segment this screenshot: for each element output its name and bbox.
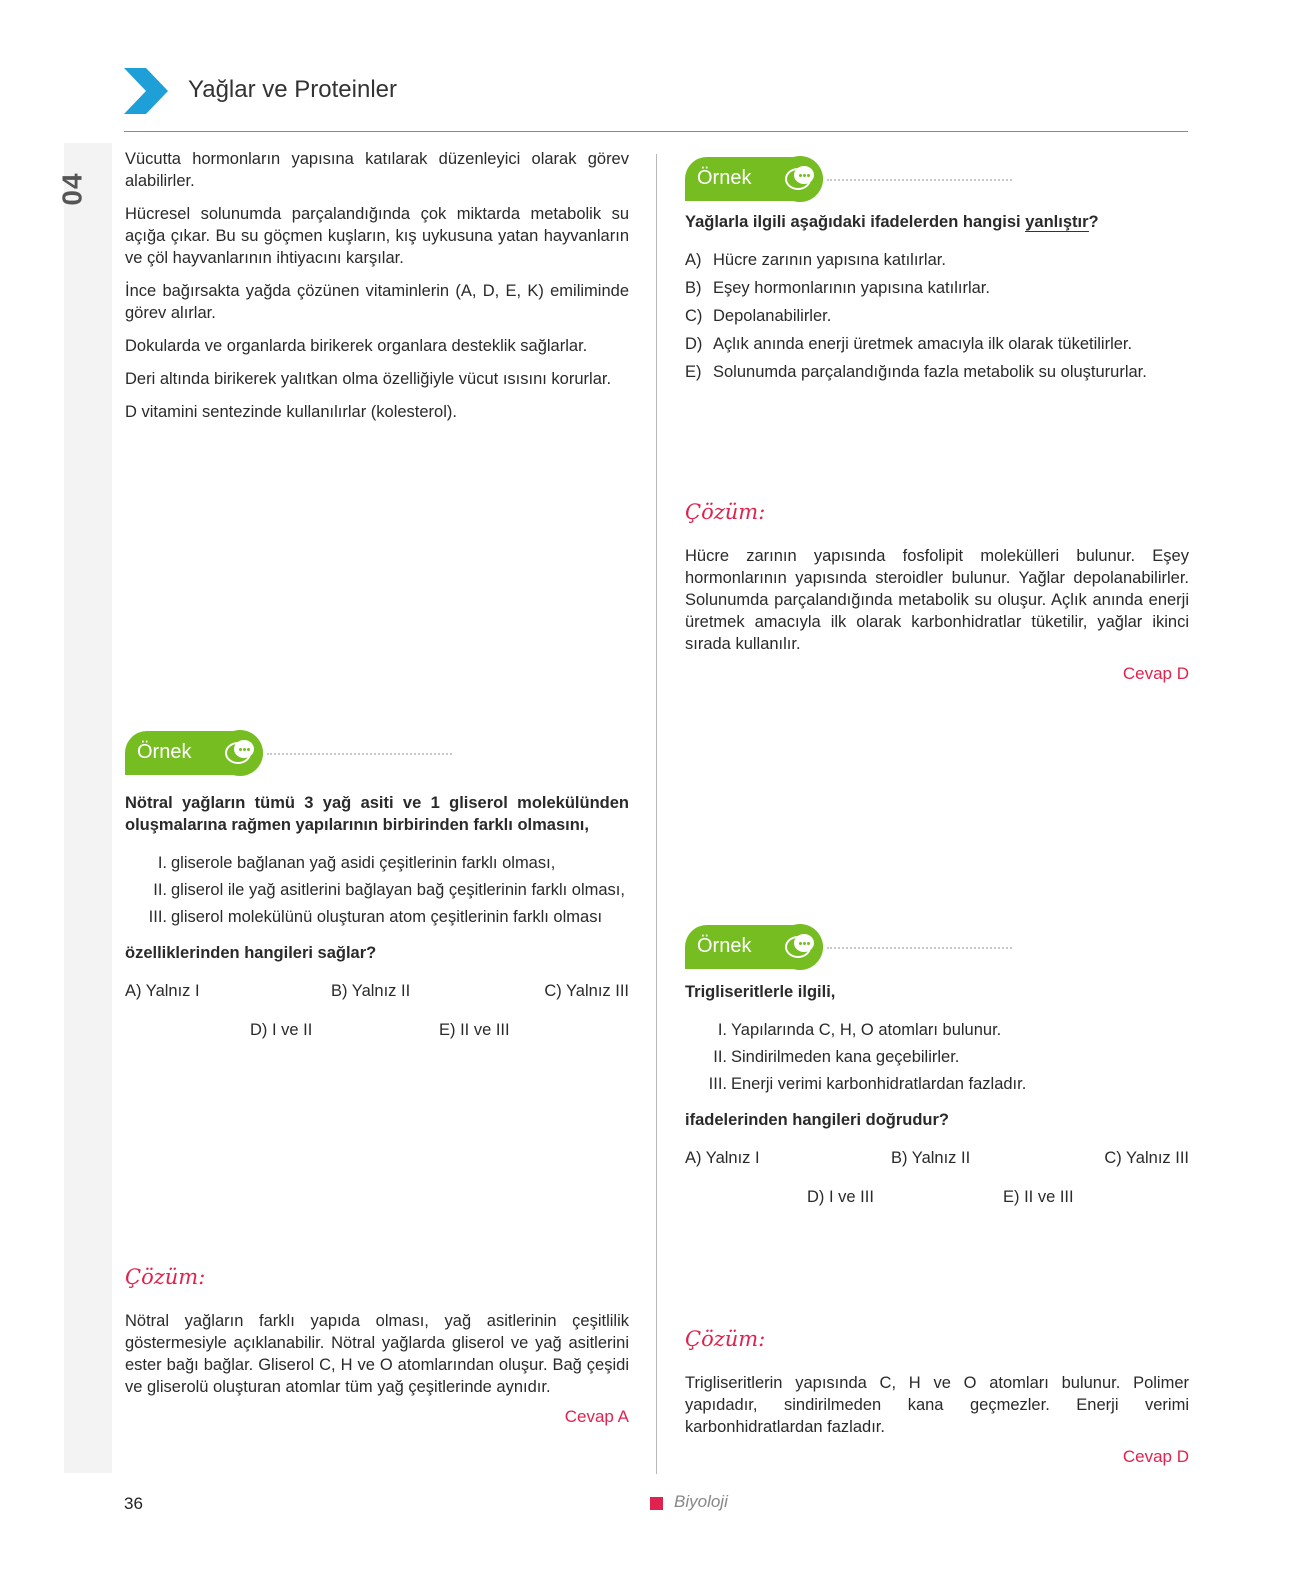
question-stem: Nötral yağların tümü 3 yağ asiti ve 1 gliserol molekülünden oluşmalarına rağmen yapılarının birbirinden farklı olmasını, [125, 794, 629, 834]
cozum-label: Çözüm: [685, 500, 766, 524]
ornek-label: Örnek [697, 167, 752, 189]
option-a[interactable]: A) Yalnız I [685, 1149, 760, 1167]
option-a[interactable]: A) Yalnız I [125, 982, 200, 1000]
question-stem: Trigliseritlerle ilgili, [685, 983, 836, 1001]
option-e[interactable]: E) Solunumda parçalandığında fazla metabolik su oluştururlar. [685, 363, 1147, 381]
statement-item: II. gliserol ile yağ asitlerini bağlayan bağ çeşitlerinin farklı olması, [153, 881, 625, 899]
question-prompt: ifadelerinden hangileri doğrudur? [685, 1111, 950, 1129]
question-stem: Yağlarla ilgili aşağıdaki ifadelerden hangisi yanlıştır? [685, 213, 1099, 231]
option-e[interactable]: E) II ve III [1003, 1188, 1074, 1206]
intro-text [125, 148, 629, 434]
statement-item: III. Enerji verimi karbonhidratlardan fazladır. [708, 1075, 1027, 1093]
option-c[interactable]: C) Yalnız III [544, 982, 629, 1000]
header-rule [124, 131, 1188, 132]
square-icon [650, 1497, 663, 1510]
option-d[interactable]: D) I ve II [250, 1021, 313, 1039]
answer-options [685, 1147, 1189, 1233]
answer-label: Cevap D [1122, 1447, 1189, 1466]
emphasis-word: yanlıştır [1025, 213, 1089, 231]
dotted-rule [827, 179, 1012, 181]
intro-paragraph: Hücresel solunumda parçalandığında çok miktarda metabolik su açığa çıkar. Bu su göçmen kuşların, kış uykusuna yatan hayvanların ve çöl hayvanlarının ihtiyacını karşılar. [125, 205, 629, 267]
cozum-label: Çözüm: [685, 1327, 766, 1351]
cozum-label: Çözüm: [125, 1265, 206, 1289]
side-strip [64, 143, 112, 1473]
side-tab-number: 04 [56, 172, 88, 206]
ornek-label: Örnek [137, 741, 192, 763]
statement-list [685, 1019, 1189, 1095]
question-prompt: özelliklerinden hangileri sağlar? [125, 944, 377, 962]
subject-label: Biyoloji [674, 1492, 728, 1511]
question-2 [125, 792, 629, 1066]
solution-text: Trigliseritlerin yapısında C, H ve O atomları bulunur. Polimer yapıdadır, sindirilmeden kana geçmezler. Enerji verimi karbonhidratlardan fazladır. [685, 1374, 1189, 1436]
answer-options [685, 249, 1189, 383]
statement-item: III. gliserol molekülünü oluşturan atom çeşitlerinin farklı olması [148, 908, 603, 926]
statement-item: I. gliserole bağlanan yağ asidi çeşitlerinin farklı olması, [157, 854, 556, 872]
intro-paragraph: Deri altında birikerek yalıtkan olma özelliğiyle vücut ısısını korurlar. [125, 370, 612, 388]
option-c[interactable]: C) Yalnız III [1104, 1149, 1189, 1167]
intro-paragraph: Dokularda ve organlarda birikerek organlara desteklik sağlarlar. [125, 337, 588, 355]
side-tab [56, 143, 106, 263]
speech-bubble-icon [777, 924, 823, 970]
question-3 [685, 981, 1189, 1233]
option-d[interactable]: D) I ve III [807, 1188, 874, 1206]
option-e[interactable]: E) II ve III [439, 1021, 510, 1039]
dotted-rule [827, 947, 1012, 949]
option-b[interactable]: B) Eşey hormonlarının yapısına katılırlar. [685, 279, 990, 297]
statement-item: I. Yapılarında C, H, O atomları bulunur. [717, 1021, 1002, 1039]
solution-1 [685, 545, 1189, 685]
page-title: Yağlar ve Proteinler [188, 76, 397, 103]
answer-options [125, 980, 629, 1066]
solution-text: Nötral yağların farklı yapıda olması, yağ asitlerinin çeşitlilik göstermesiyle açıklanabilir. Nötral yağlarda gliserol ve yağ asitlerini ester bağı bağlar. Gliserol C, H ve O atomlarından oluşur. Bağ çeşidi ve gliserolü oluşturan atomlar tüm yağ çeşitlerinde aynıdır. [125, 1312, 629, 1396]
option-d[interactable]: D) Açlık anında enerji üretmek amacıyla ilk olarak tüketilirler. [685, 335, 1133, 353]
speech-bubble-icon [777, 156, 823, 202]
option-c[interactable]: C) Depolanabilirler. [685, 307, 832, 325]
solution-3 [685, 1372, 1189, 1468]
answer-label: Cevap A [564, 1407, 629, 1426]
intro-paragraph: D vitamini sentezinde kullanılırlar (kolesterol). [125, 403, 457, 421]
statement-list [125, 852, 629, 928]
ornek-label: Örnek [697, 935, 752, 957]
answer-label: Cevap D [1122, 664, 1189, 683]
speech-bubble-icon [217, 730, 263, 776]
option-a[interactable]: A) Hücre zarının yapısına katılırlar. [685, 251, 946, 269]
intro-paragraph: Vücutta hormonların yapısına katılarak düzenleyici olarak görev alabilirler. [125, 150, 629, 190]
solution-2 [125, 1310, 629, 1428]
chevron-icon [124, 68, 168, 114]
option-b[interactable]: B) Yalnız II [891, 1149, 971, 1167]
page-number: 36 [124, 1494, 143, 1513]
option-b[interactable]: B) Yalnız II [331, 982, 411, 1000]
question-1 [685, 211, 1189, 389]
intro-paragraph: İnce bağırsakta yağda çözünen vitaminlerin (A, D, E, K) emiliminde görev alırlar. [125, 282, 629, 322]
column-divider [656, 154, 657, 1474]
statement-item: II. Sindirilmeden kana geçebilirler. [713, 1048, 960, 1066]
solution-text: Hücre zarının yapısında fosfolipit molekülleri bulunur. Eşey hormonlarının yapısında steroidler bulunur. Yağlar depolanabilirler. Solunumda parçalandığında metabolik su oluşur. Açlık anında enerji üretmek amacıyla ilk olarak karbonhidratlar tüketilir, yağlar ikinci sırada kullanılır. [685, 547, 1189, 653]
dotted-rule [267, 753, 452, 755]
